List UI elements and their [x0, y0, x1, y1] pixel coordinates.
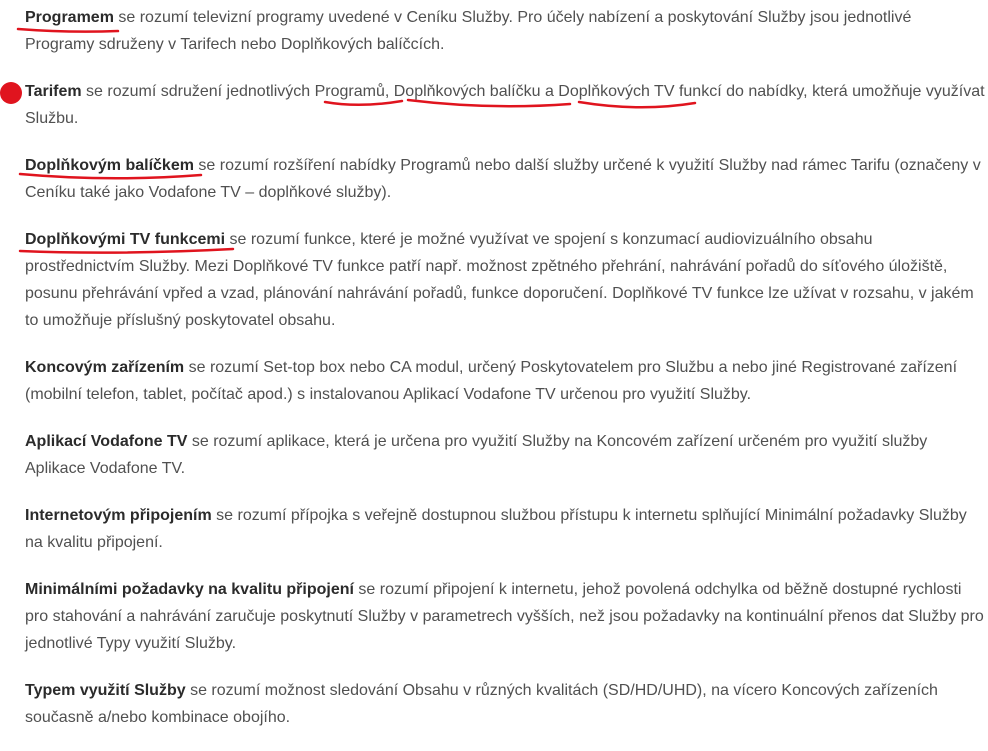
term-typem-vyuziti-sluzby: Typem využití Služby: [25, 682, 186, 699]
definition-text: se rozumí připojení k internetu, jehož povolená odchylka od běžně dostupné rychlosti pro stahování a nahrávání zaručuje poskytnutí Služby v parametrech vyšších, než jsou požadavky na kontinuální přenos dat Služby pro jednotlivé Typy využití Služby.: [25, 581, 984, 652]
definition-text: se rozumí funkce, které je možné využívat ve spojení s konzumací audiovizuálního obsahu prostřednictvím Služby. Mezi Doplňkové TV funkce patří např. možnost zpětného přehrání, nahrávání pořadů do síťového úložiště, posunu přehrávání vpřed a vzad, plánování nahrávání pořadů, funkce doporučení. Doplňkové TV funkce lze užívat v rozsahu, v jakém to umožňuje příslušný poskytovatel obsahu.: [25, 231, 974, 329]
definition-text: se rozumí televizní programy uvedené v Ceníku Služby. Pro účely nabízení a poskytování Služby jsou jednotlivé Programy sdruženy v Tarifech nebo Doplňkových balíčcích.: [25, 9, 912, 53]
term-minimalnimi-pozadavky: Minimálními požadavky na kvalitu připojení: [25, 581, 354, 598]
definition-doplnkovym-balickem: [25, 152, 985, 206]
term-internetovym-pripojenim: Internetovým připojením: [25, 507, 212, 524]
definition-text: ,: [384, 83, 394, 100]
term-doplnkovymi-tv-funkcemi: Doplňkovými TV funkcemi: [25, 231, 226, 248]
definition-text: se rozumí rozšíření nabídky Programů nebo další služby určené k využití Služby nad rámec Tarifu (označeny v Ceníku také jako Vodafone TV – doplňkové služby).: [25, 157, 981, 201]
definition-internetovym-pripojenim: [25, 502, 985, 556]
definitions-document: [25, 4, 985, 751]
highlighted-programu: Programů: [314, 83, 385, 100]
term-aplikaci-vodafone-tv: Aplikací Vodafone TV: [25, 433, 188, 450]
definition-text: se rozumí sdružení jednotlivých: [81, 83, 315, 100]
definition-programem: [25, 4, 985, 58]
highlighted-doplnkovych-tv: Doplňkových TV: [558, 83, 675, 100]
highlighted-doplnkovych-balicku: Doplňkových balíčku: [393, 83, 541, 100]
definition-typem-vyuziti-sluzby: [25, 677, 985, 731]
definition-aplikaci-vodafone-tv: [25, 428, 985, 482]
definition-text: se rozumí přípojka s veřejně dostupnou službou přístupu k internetu splňující Minimální požadavky Služby na kvalitu připojení.: [25, 507, 967, 551]
term-doplnkovym-balickem: Doplňkovým balíčkem: [25, 157, 194, 174]
term-tarifem: Tarifem: [25, 83, 82, 100]
definition-doplnkovymi-tv-funkcemi: [25, 226, 985, 334]
definition-text: se rozumí Set-top box nebo CA modul, určený Poskytovatelem pro Službu a nebo jiné Registrované zařízení (mobilní telefon, tablet, počítač apod.) s instalovanou Aplikací Vodafone TV určenou pro využití Služby.: [25, 359, 958, 403]
red-dot-marker: [0, 82, 22, 104]
definition-tarifem: [25, 78, 985, 132]
term-koncovym-zarizenim: Koncovým zařízením: [25, 359, 185, 376]
term-programem: Programem: [25, 9, 114, 26]
definition-text: se rozumí aplikace, která je určena pro využití Služby na Koncovém zařízení určeném pro využití služby Aplikace Vodafone TV.: [25, 433, 928, 477]
definition-minimalnimi-pozadavky: [25, 576, 985, 657]
definition-text: funkcí do nabídky, která umožňuje využívat Službu.: [25, 83, 985, 127]
definition-text: se rozumí možnost sledování Obsahu v různých kvalitách (SD/HD/UHD), na vícero Koncových zařízeních současně a/nebo kombinace obojího.: [25, 682, 938, 726]
definition-text: a: [540, 83, 559, 100]
definition-koncovym-zarizenim: [25, 354, 985, 408]
